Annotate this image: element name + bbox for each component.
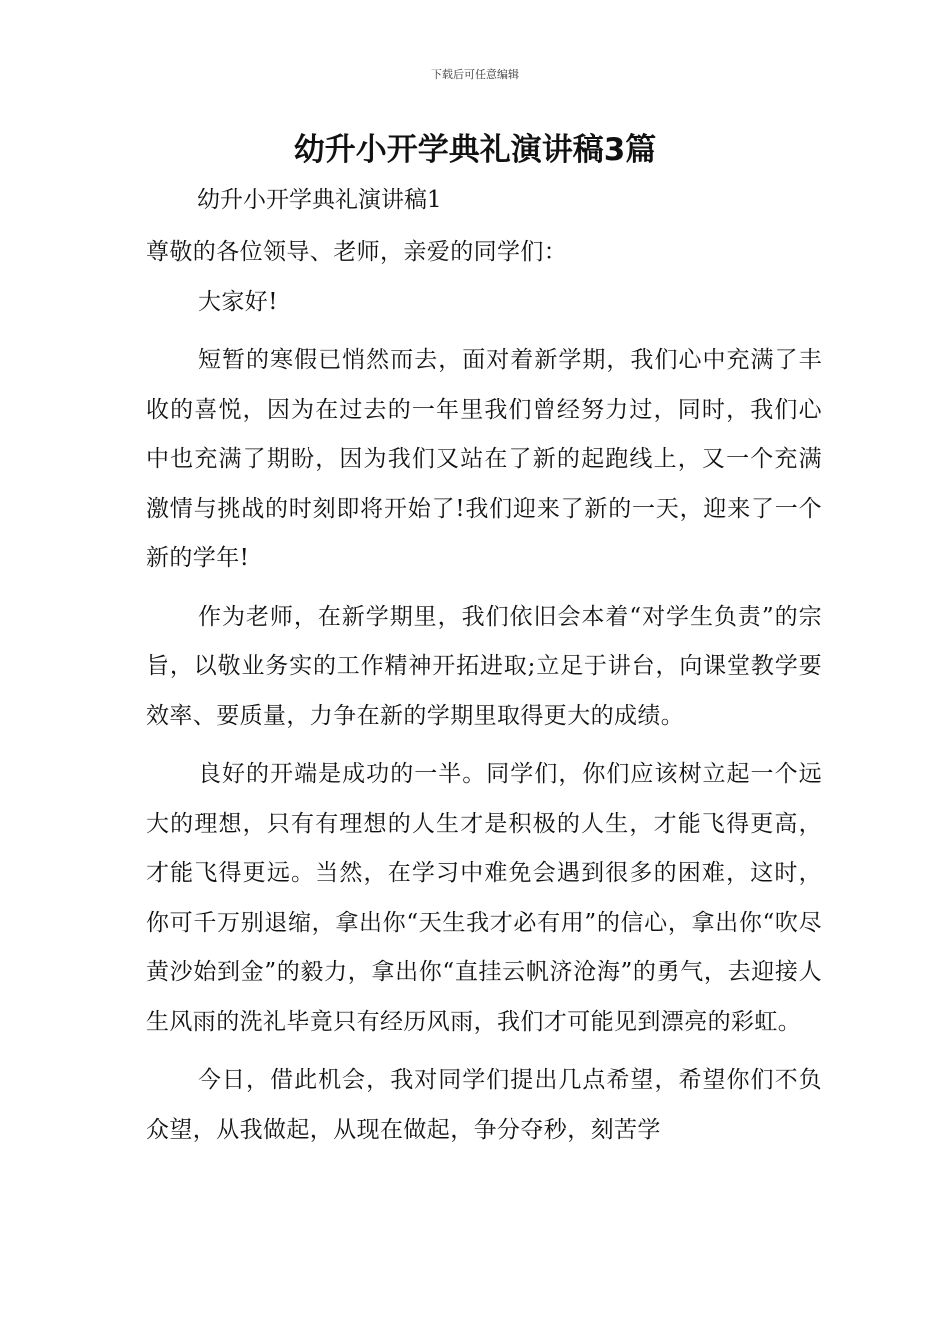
paragraph-4: 今日，借此机会，我对同学们提出几点希望，希望你们不负众望，从我做起，从现在做起，争分夺秒，刻苦学 xyxy=(146,1067,822,1143)
body-text xyxy=(146,228,822,1164)
paragraph-2: 作为老师，在新学期里，我们依旧会本着“对学生负责”的宗旨，以敬业务实的工作精神开拓进取;立足于讲台，向课堂教学要效率、要质量，力争在新的学期里取得更大的成绩。 xyxy=(146,603,822,729)
header-note: 下载后可任意编辑 xyxy=(431,68,519,81)
section-subtitle: 幼升小开学典礼演讲稿1 xyxy=(197,187,442,213)
salutation: 尊敬的各位领导、老师，亲爱的同学们： xyxy=(146,239,568,265)
document-title: 幼升小开学典礼演讲稿3篇 xyxy=(293,132,657,168)
paragraph-greeting: 大家好! xyxy=(198,288,278,315)
paragraph-1: 短暂的寒假已悄然而去，面对着新学期，我们心中充满了丰收的喜悦，因为在过去的一年里我们曾经努力过，同时，我们心中也充满了期盼，因为我们又站在了新的起跑线上，又一个充满激情与挑战的时刻即将开始了!我们迎来了新的一天，迎来了一个新的学年! xyxy=(146,347,822,571)
paragraph-3: 良好的开端是成功的一半。同学们，你们应该树立起一个远大的理想，只有有理想的人生才是积极的人生，才能飞得更高，才能飞得更远。当然，在学习中难免会遇到很多的困难，这时，你可千万别退缩，拿出你“天生我才必有用”的信心，拿出你“吹尽黄沙始到金”的毅力，拿出你“直挂云帆济沧海”的勇气，去迎接人生风雨的洗礼毕竟只有经历风雨，我们才可能见到漂亮的彩虹。 xyxy=(146,761,822,1035)
